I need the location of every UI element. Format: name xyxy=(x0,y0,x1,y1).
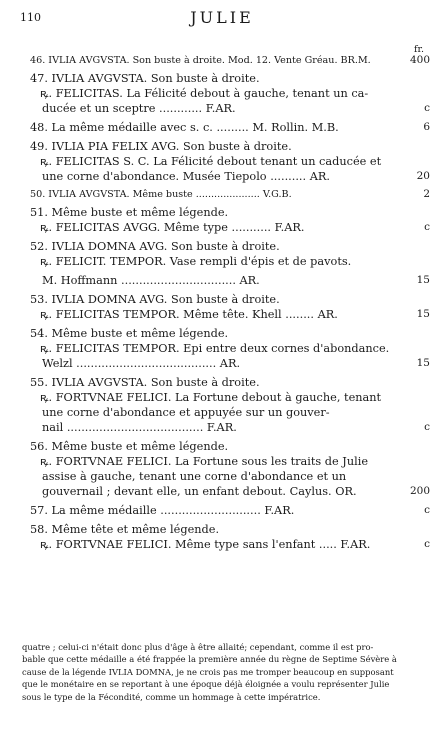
entry-line xyxy=(30,86,430,101)
entry-line xyxy=(30,154,430,169)
entry-line xyxy=(30,101,430,116)
entry-text: gouvernail ; devant elle, un enfant debout. Caylus. OR. xyxy=(42,485,357,498)
entry-text: ꝶ. FORTVNAE FELICI. La Fortune debout à gauche, tenant xyxy=(40,391,382,404)
entry-text: 48. La même médaille avec s. c. ......... M. Rollin. M.B. xyxy=(30,121,339,134)
entry-text: 53. IVLIA DOMNA AVG. Son buste à droite. xyxy=(30,293,280,306)
entry-text: ꝶ. FELICITAS S. C. La Félicité debout tenant un caducée et xyxy=(40,155,382,168)
entry-line xyxy=(30,375,430,390)
entry-line xyxy=(30,356,430,371)
entry-price: 2 xyxy=(423,188,430,200)
entry-text: une corne d'abondance. Musée Tiepolo .......... AR. xyxy=(42,170,330,183)
entry-text: ducée et un sceptre ............ F.AR. xyxy=(42,102,236,115)
entry-text: 47. IVLIA AVGVSTA. Son buste à droite. xyxy=(30,72,260,85)
entry-line xyxy=(30,439,430,454)
entry-price: c xyxy=(424,221,430,233)
entry-price: 400 xyxy=(409,54,430,66)
entry-line xyxy=(30,484,430,499)
entry-text: M. Hoffmann ................................ AR. xyxy=(42,274,260,287)
entry-text: 55. IVLIA AVGVSTA. Son buste à droite. xyxy=(30,376,260,389)
entry-price: c xyxy=(424,538,430,550)
page-header xyxy=(20,8,424,28)
entry-line xyxy=(30,273,430,288)
entry-text: ꝶ. FORTVNAE FELICI. Même type sans l'enfant ..... F.AR. xyxy=(40,538,371,551)
entry-text: ꝶ. FELICIT. TEMPOR. Vase rempli d'épis et de pavots. xyxy=(40,255,352,268)
footnote-line: sous le type de la Fécondité, comme un hommage à cette impératrice. xyxy=(22,691,321,702)
entry-line xyxy=(30,120,430,135)
entry-line xyxy=(30,469,430,484)
entry-price: c xyxy=(424,102,430,114)
entry-text: 51. Même buste et même légende. xyxy=(30,206,229,219)
entry-line xyxy=(30,390,430,405)
entry-price: 15 xyxy=(416,357,430,369)
entry-text: ꝶ. FORTVNAE FELICI. La Fortune sous les traits de Julie xyxy=(40,455,369,468)
entry-line xyxy=(30,71,430,86)
coin-entries xyxy=(30,54,430,552)
entry-price: 15 xyxy=(416,274,430,286)
entry-text: 52. IVLIA DOMNA AVG. Son buste à droite. xyxy=(30,240,280,253)
entry-text: 46. IVLIA AVGVSTA. Son buste à droite. Mod. 12. Vente Gréau. BR.M. xyxy=(30,55,371,66)
entry-text: ꝶ. FELICITAS TEMPOR. Epi entre deux cornes d'abondance. xyxy=(40,342,390,355)
entry-price: 6 xyxy=(423,121,430,133)
entry-line xyxy=(30,254,430,269)
entry-line xyxy=(30,405,430,420)
entry-line xyxy=(30,139,430,154)
entry-text: 56. Même buste et même légende. xyxy=(30,440,229,453)
entry-price: 20 xyxy=(416,170,430,182)
entry-text: 57. La même médaille ............................ F.AR. xyxy=(30,504,295,517)
footnote-line: que le monétaire en se reportant à une époque déjà éloignée a voulu représenter Julie xyxy=(22,679,390,690)
entry-line xyxy=(30,188,430,201)
page-title: JULIE xyxy=(190,8,254,27)
entry-text: Welzl ....................................... AR. xyxy=(42,357,241,370)
entry-line xyxy=(30,454,430,469)
entry-line xyxy=(30,537,430,552)
entry-line xyxy=(30,326,430,341)
entry-line xyxy=(30,292,430,307)
entry-price: 15 xyxy=(416,308,430,320)
entry-line xyxy=(30,54,430,67)
entry-line xyxy=(30,420,430,435)
price-unit-label: fr. xyxy=(413,44,424,55)
entry-text: 54. Même buste et même légende. xyxy=(30,327,229,340)
page-number: 110 xyxy=(20,11,41,24)
footnote-line: quatre ; celui-ci n'était donc plus d'âge à être allaité; cependant, comme il est pro- xyxy=(22,642,374,652)
footnote-line: cause de la légende IVLIA DOMNA, je ne crois pas me tromper beaucoup en supposant xyxy=(22,666,394,677)
entry-text: 50. IVLIA AVGVSTA. Même buste ..................... V.G.B. xyxy=(30,189,292,200)
entry-text: ꝶ. FELICITAS AVGG. Même type ........... F.AR. xyxy=(40,221,305,234)
entry-line xyxy=(30,169,430,184)
entry-text: ꝶ. FELICITAS. La Félicité debout à gauche, tenant un ca- xyxy=(40,87,369,100)
entry-line xyxy=(30,239,430,254)
entry-text: une corne d'abondance et appuyée sur un gouver- xyxy=(42,406,330,419)
entry-price: c xyxy=(424,421,430,433)
entry-text: 49. IVLIA PIA FELIX AVG. Son buste à droite. xyxy=(30,140,292,153)
entry-text: ꝶ. FELICITAS TEMPOR. Même tête. Khell ........ AR. xyxy=(40,308,338,321)
footnote xyxy=(22,641,424,703)
footnote-line: bable que cette médaille a été frappée la première année du règne de Septime Sévère à xyxy=(22,654,397,665)
entry-line xyxy=(30,205,430,220)
entry-text: 58. Même tête et même légende. xyxy=(30,523,220,536)
entry-line xyxy=(30,220,430,235)
entry-price: c xyxy=(424,504,430,516)
entry-text: nail ...................................... F.AR. xyxy=(42,421,237,434)
entry-line xyxy=(30,503,430,518)
entry-line xyxy=(30,307,430,322)
entry-text: assise à gauche, tenant une corne d'abondance et un xyxy=(42,470,347,483)
entry-price: 200 xyxy=(409,485,430,497)
entry-line xyxy=(30,341,430,356)
entry-line xyxy=(30,522,430,537)
